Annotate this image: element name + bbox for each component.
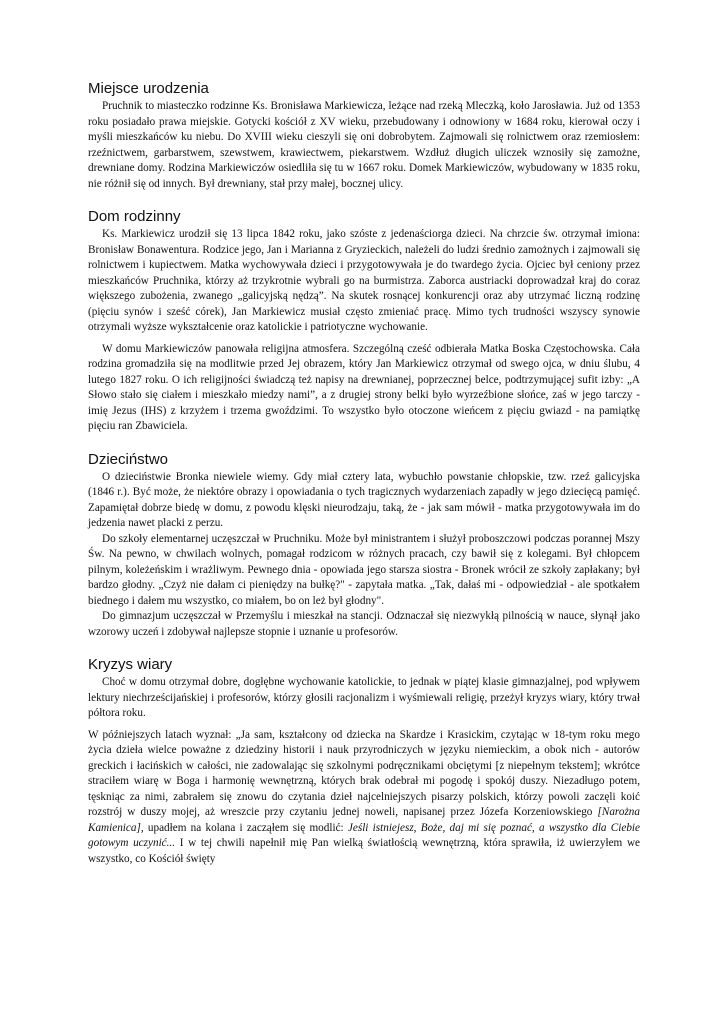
paragraph: Do gimnazjum uczęszczał w Przemyślu i mieszkał na stancji. Odznaczał się niezwykłą pilnością w nauce, słynął jako wzorowy uczeń i zdobywał najlepsze stopnie i uznanie u profesorów. — [88, 610, 640, 638]
prayer-quote: Jeśli istniejesz, Boże, daj mi się poznać, a wszystko dla Ciebie gotowym uczynić... — [88, 821, 640, 849]
paragraph: Choć w domu otrzymał dobre, dogłębne wychowanie katolickie, to jednak w piątej klasie gimnazjalnej, pod wpływem lektury niechrześcijańskiej i profesorów, którzy głosili racjonalizm i wyśmiewali religię, przeżył kryzys wiary, który trwał półtora roku. — [88, 676, 640, 719]
book-title: [Narożna Kamienica], — [88, 806, 640, 834]
paragraph: Do szkoły elementarnej uczęszczał w Pruchniku. Może był ministrantem i służył proboszczowi podczas porannej Mszy Św. Na pewno, w chwilach wolnych, pomagał rodzicom w różnych pracach, czy bawił się z kolegami. Był chłopcem pilnym, koleżeńskim i wrażliwym. Pewnego dnia - opowiada jego starsza siostra - Bronek wrócił ze szkoły zapłakany; był bardzo głodny. „Czyż nie dałam ci pieniędzy na bułkę?" - zapytała matka. „Tak, dałaś mi - odpowiedział - ale spotkałem biednego i dałem mu wszystko, co miałem, bo on leż był głodny". — [88, 532, 640, 607]
paragraph-confession — [88, 728, 640, 868]
paragraph: Pruchnik to miasteczko rodzinne Ks. Bronisława Markiewicza, leżące nad rzeką Mleczką, koło Jarosławia. Już od 1353 roku posiadało prawa miejskie. Gotycki kościół z XV wieku, przebudowany i odnowiony w 1684 roku, kierował oczy i myśli mieszkańców ku niebu. Do XVIII wieku cieszyli się oni dobrobytem. Zajmowali się rolnictwem oraz rzemiosłem: rzeźnictwem, garbarstwem, szewstwem, krawiectwem, piekarstwem. Wzdłuż długich uliczek wznosiły się zamożne, drewniane domy. Rodzina Markiewiczów osiedliła się tu w 1667 roku. Domek Markiewiczów, wybudowany w 1835 roku, nie różnił się od innych. Był drewniany, stał przy małej, bocznej ulicy. — [88, 100, 640, 190]
section-birthplace — [88, 80, 640, 192]
paragraph: O dzieciństwie Bronka niewiele wiemy. Gdy miał cztery lata, wybuchło powstanie chłopskie, tzw. rzeź galicyjska (1846 r.). Być może, że niektóre obrazy i opowiadania o tych tragicznych wydarzeniach zapadły w jego dziecięcą pamięć. Zapamiętał dobrze biedę w domu, z powodu klęski nieurodzaju, taką, że - jak sam mówił - matka przygotowywała im do jedzenia nawet placki z perzu. — [88, 470, 640, 529]
section-heading: Dom rodzinny — [88, 208, 181, 225]
section-family-home — [88, 208, 640, 435]
text-run: I w tej chwili napełnił mię Pan wielką światłością wewnętrzną, która sprawiła, iż uwierzyłem we wszystko, co Kościół święty — [88, 837, 640, 865]
paragraph: Ks. Markiewicz urodził się 13 lipca 1842 roku, jako szóste z jedenaściorga dzieci. Na chrzcie św. otrzymał imiona: Bronisław Bonawentura. Rodzice jego, Jan i Marianna z Gryzieckich, należeli do ludzi średnio zamożnych i zajmowali się rolnictwem i kupiectwem. Matka wychowywała dzieci i przygotowywała je do twardego życia. Ojciec był ceniony przez mieszkańców Pruchnika, którzy aż trzykrotnie wybrali go na burmistrza. Zaborca austriacki doprowadzał kraj do coraz większego zubożenia, zwanego „galicyjską nędzą”. Na skutek rosnącej konkurencji oraz aby utrzymać liczną rodzinę (pięciu synów i sześć córek), Jan Markiewicz musiał często zmieniać pracę. Mimo tych trudności wszyscy synowie otrzymali wyższe wykształcenie oraz katolickie i patriotyczne wychowanie. — [88, 228, 640, 333]
document-page — [88, 80, 640, 883]
section-childhood — [88, 451, 640, 641]
paragraph: W domu Markiewiczów panowała religijna atmosfera. Szczególną cześć odbierała Matka Boska Częstochowska. Cała rodzina gromadziła się na modlitwie przed Jej obrazem, który Jan Markiewicz otrzymał od swego ojca, w dniu ślubu, 4 lutego 1827 roku. O ich religijności świadczą też napisy na drewnianej, poprzecznej belce, podtrzymującej sufit izby: „A Słowo stało się ciałem i mieszkało miedzy nami”, a z drugiej strony belki było wyrzeźbione słońce, zaś w jego tarczy - imię Jezus (IHS) z krzyżem i trzema gwoździmi. To wszystko było otoczone wieńcem z pięciu gwiazd - na pamiątkę pięciu ran Zbawiciela. — [88, 342, 640, 432]
text-run: W późniejszych latach wyznał: „Ja sam, kształcony od dziecka na Skardze i Krasickim, czytając w 18-tym roku mego życia dzieła wielce poważne z dziedziny historii i nauk przyrodniczych w języku niemieckim, a obok nich - autorów greckich i łacińskich w całości, nie zadowalając się szkolnymi podręcznikami obciętymi [z niepełnym tekstem]; wkrótce straciłem wiarę w Boga i harmonię wewnętrzną, których brak odebrał mi pogodę i spokój duszy. Niezadługo potem, tęskniąc za nimi, zabrałem się znowu do czytania dzieł najcelniejszych pisarzy polskich, którzy powoli zaczęli koić rozstrój w duszy mojej, aż wreszcie przy czytaniu jednej noweli, napisanej przez Józefa Korzeniowskiego — [88, 728, 640, 818]
section-crisis-of-faith — [88, 656, 640, 867]
section-heading: Miejsce urodzenia — [88, 80, 209, 97]
section-heading: Kryzys wiary — [88, 656, 173, 673]
text-run: upadłem na kolana i zacząłem się modlić: — [143, 821, 348, 834]
section-heading: Dzieciństwo — [88, 450, 169, 468]
